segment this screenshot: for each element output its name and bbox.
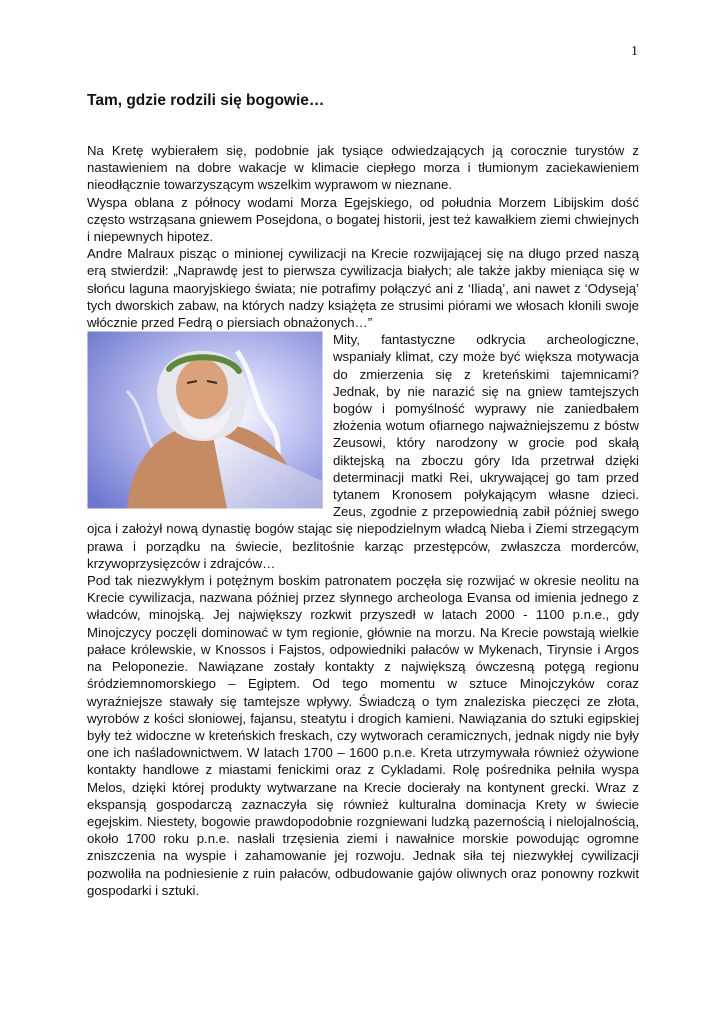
paragraph-2: Wyspa oblana z północy wodami Morza Egejskiego, od południa Morzem Libijskim dość często wstrząsana gniewem Posejdona, o bogatej historii, jest też kawałkiem ziemi chwiejnych i niepewnych hipotez. bbox=[87, 194, 639, 245]
zeus-illustration bbox=[87, 331, 323, 509]
document-title: Tam, gdzie rodzili się bogowie… bbox=[87, 92, 325, 109]
paragraph-1: Na Kretę wybierałem się, podobnie jak tysiące odwiedzających ją corocznie turystów z nastawieniem na dobre wakacje w klimacie ciepłego morza i tłumionym zaciekawieniem nieodłącznie towarzyszącym wszelkim wyprawom w nieznane. bbox=[87, 143, 639, 193]
article-body bbox=[87, 142, 639, 899]
paragraph-5: Pod tak niezwykłym i potężnym boskim patronatem poczęła się rozwijać w okresie neolitu na Krecie cywilizacja, nazwana później przez słynnego archeologa Evansa od imienia jednego z władców, minojską. Jej największy rozkwit przyszedł w latach 2000 - 1100 p.n.e., gdy Minojczycy poczęli dominować w tym regionie, głównie na morzu. Na Krecie powstają wielkie pałace królewskie, w Knossos i Fajstos, odpowiedniki pałaców w Mykenach, Tirynsie i Argos na Peloponezie. Nawiązane zostały kontakty z największą ówczesną potęgą regionu śródziemnomorskiego – Egiptem. Od tego momentu w sztuce Minojczyków coraz wyraźniejsze stawały się tamtejsze wpływy. Świadczą o tym znaleziska pieczęci ze złota, wyrobów z kości słoniowej, fajansu, steatytu i drogich kamieni. Nawiązania do sztuki egipskiej były też widoczne w kreteńskich freskach, czy wytworach ceramicznych, jednak nigdy nie były one ich naśladownictwem. W latach 1700 – 1600 p.n.e. Kreta utrzymywała również ożywione kontakty handlowe z miastami fenickimi oraz z Cykladami. Rolę pośrednika pełniła wyspa Melos, dzięki której produkty wytwarzane na Krecie docierały na kontynent grecki. Wraz z ekspansją gospodarczą zaznaczyła się również kulturalna dominacja Krety w świecie egejskim. Niestety, bogowie prawdopodobnie rozgniewani ludzką pazernością i nielojalnością, około 1700 roku p.n.e. nasłali trzęsienia ziemi i nawałnice morskie powodując ogromne zniszczenia na wyspie i zahamowanie jej rozwoju. Jednak siła tej niezwykłej cywilizacji pozwoliła na podniesienie z ruin pałaców, odbudowanie gajów oliwnych oraz ponowny rozkwit gospodarki i sztuki. bbox=[87, 573, 639, 898]
page-number: 1 bbox=[631, 44, 638, 59]
zeus-image bbox=[87, 331, 323, 509]
paragraph-3: Andre Malraux pisząc o minionej cywilizacji na Krecie rozwijającej się na długo przed naszą erą stwierdził: „Naprawdę jest to pierwsza cywilizacja białych; ale także jakby mieniąca się w słońcu laguna maoryjskiego świata; nie potrafimy połączyć ani z ‘Iliadą’, ani nawet z ‘Odyseją’ tych dworskich zabaw, na których nadzy książęta ze strusimi piórami we włosach kłonili swoje włócznie przed Fedrą o piersiach obnażonych…” bbox=[87, 246, 639, 331]
paragraph-4: Mity, fantastyczne odkrycia archeologiczne, wspaniały klimat, czy może być większa motywacja do zmierzenia się z kreteńskimi tajemnicami? Jednak, by nie narazić się na gniew tamtejszych bogów i pomyślność wyprawy nie zaniedbałem złożenia wotum ofiarnego najważniejszemu z bóstw Zeusowi, który narodzony w grocie pod skałą diktejską na zboczu góry Ida przetrwał dzięki determinacji matki Rei, ukrywającej go tam przed tytanem Kronosem połykającym własne dzieci. Zeus, zgodnie z przepowiednią zabił później swego ojca i założył nową dynastię bogów stając się niepodzielnym władcą Nieba i Ziemi strzegącym prawa i porządku na świecie, bezlitośnie karząc przestępców, zwłaszcza morderców, krzywoprzysięzców i zdrajców… bbox=[87, 332, 639, 571]
